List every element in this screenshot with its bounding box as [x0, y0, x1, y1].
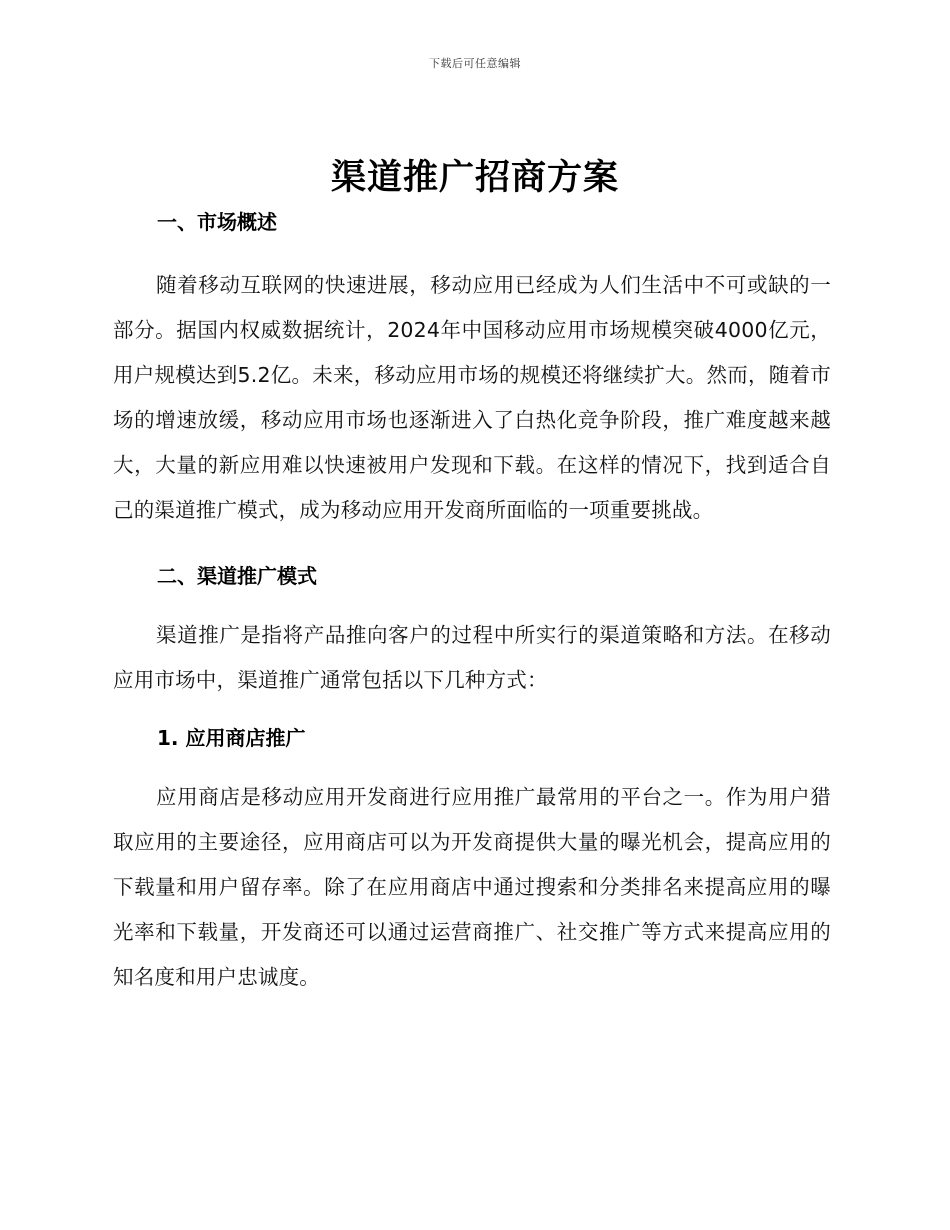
- paragraph-market-overview: 随着移动互联网的快速进展，移动应用已经成为人们生活中不可或缺的一部分。据国内权威数据统计，2024年中国移动应用市场规模突破4000亿元，用户规模达到5.2亿。未来，移动应用市场的规模还将继续扩大。然而，随着市场的增速放缓，移动应用市场也逐渐进入了白热化竞争阶段，推广难度越来越大，大量的新应用难以快速被用户发现和下载。在这样的情况下，找到适合自己的渠道推广模式，成为移动应用开发商所面临的一项重要挑战。: [113, 273, 831, 522]
- section-heading-market-overview: 一、市场概述: [157, 210, 277, 234]
- subsection-heading-app-store: 1. 应用商店推广: [157, 726, 306, 750]
- paragraph-channel-models: 渠道推广是指将产品推向客户的过程中所实行的渠道策略和方法。在移动应用市场中，渠道推广通常包括以下几种方式：: [113, 623, 831, 692]
- section-heading-channel-models: 二、渠道推广模式: [157, 564, 317, 588]
- header-note: 下载后可任意编辑: [429, 57, 521, 70]
- document-body: [113, 205, 831, 1000]
- paragraph-app-store: 应用商店是移动应用开发商进行应用推广最常用的平台之一。作为用户猎取应用的主要途径，应用商店可以为开发商提供大量的曝光机会，提高应用的下载量和用户留存率。除了在应用商店中通过搜索和分类排名来提高应用的曝光率和下载量，开发商还可以通过运营商推广、社交推广等方式来提高应用的知名度和用户忠诚度。: [113, 785, 831, 989]
- document-title: 渠道推广招商方案: [330, 158, 619, 198]
